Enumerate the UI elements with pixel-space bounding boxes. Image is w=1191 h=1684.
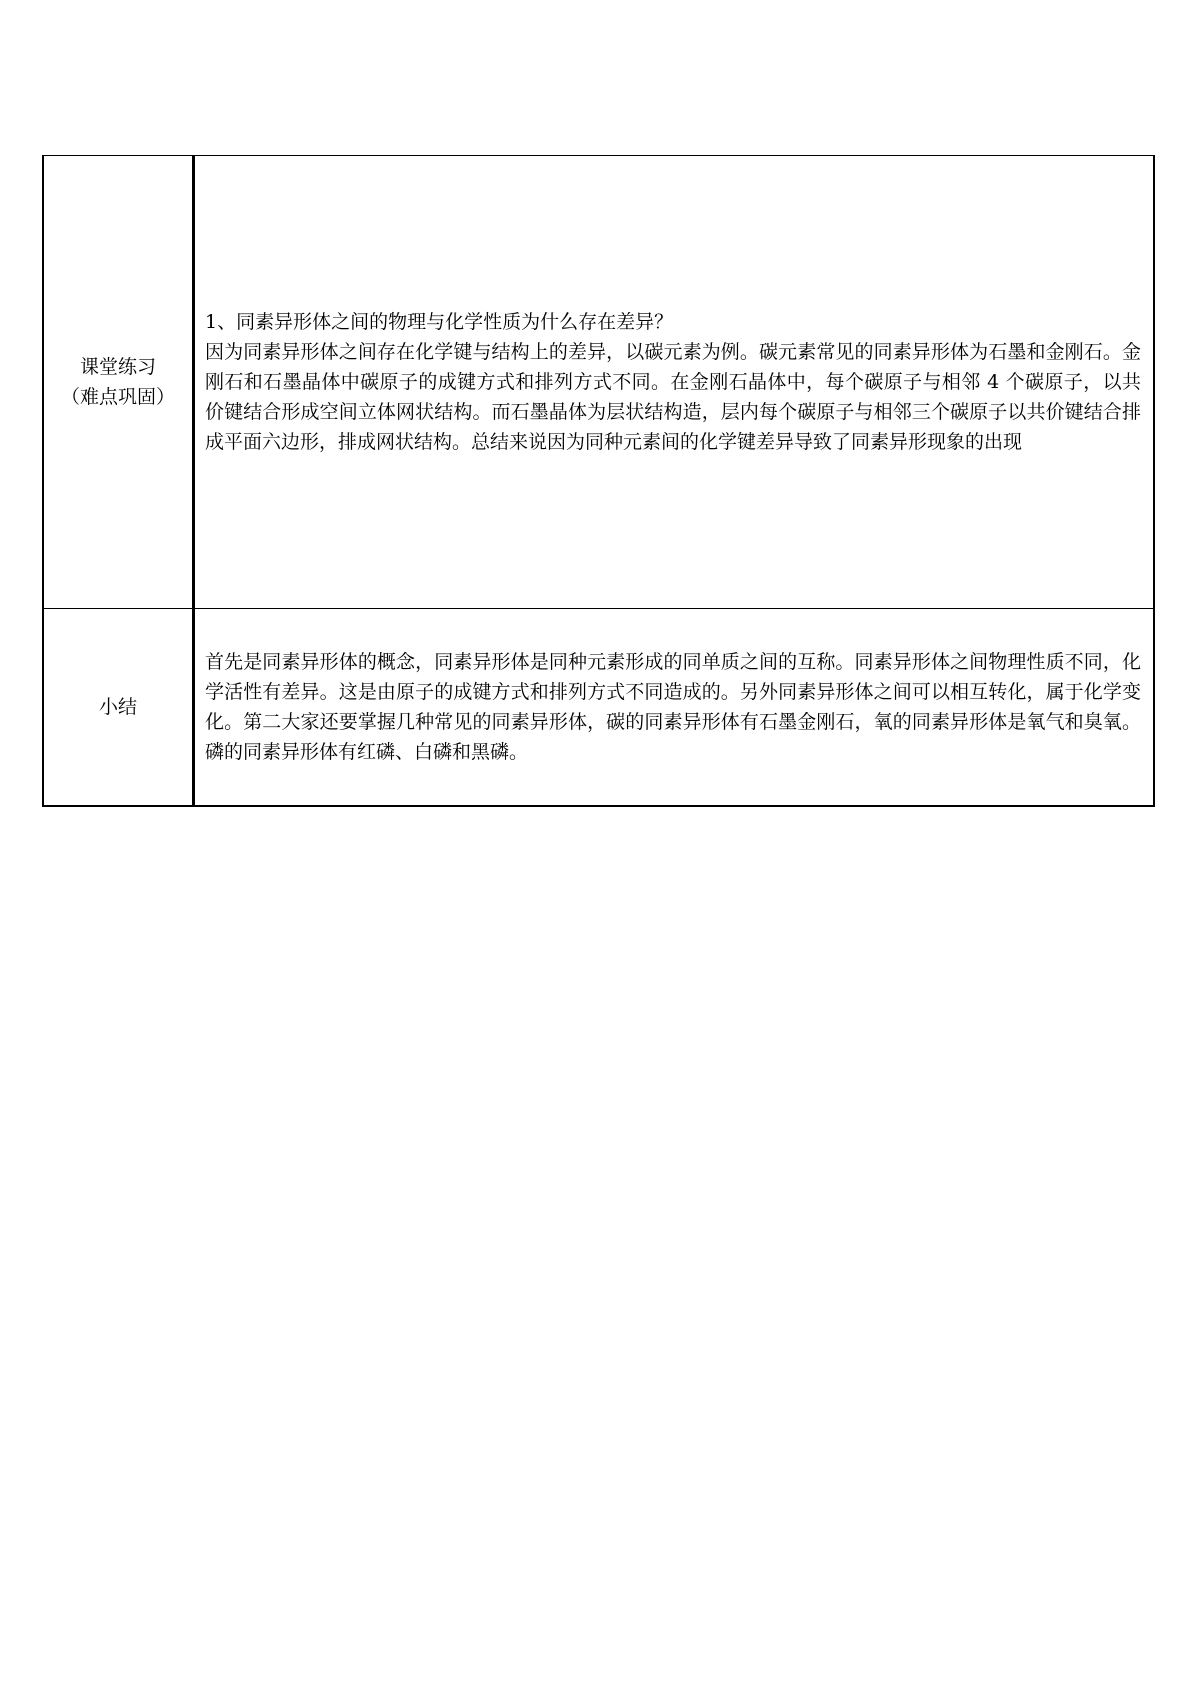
row-content-practice [194,156,1155,609]
row-label-summary [43,609,194,806]
row-label-line: 小结 [98,695,137,718]
table-row-summary [43,609,1154,806]
row-label-line: 课堂练习 [79,356,156,378]
lesson-plan-table [42,155,1155,807]
answer-text: 因为同素异形体之间存在化学键与结构上的差异，以碳元素为例。碳元素常见的同素异形体为石墨和金刚石。金刚石和石墨晶体中碳原子的成键方式和排列方式不同。在金刚石晶体中，每个碳原子与相邻 4 个碳原子，以共价键结合形成空间立体网状结构。而石墨晶体为层状结构造，层内每个碳原子与相邻三个碳原子以共价键结合排成平面六边形，排成网状结构。总结来说因为同种元素间的化学键差异导致了同素异形现象的出现 [205,341,1141,453]
table-row-practice [43,156,1154,609]
question-text: 1、同素异形体之间的物理与化学性质为什么存在差异？ [205,311,674,333]
row-label-line: （难点巩固） [60,386,175,408]
row-content-summary [194,609,1155,806]
summary-text: 首先是同素异形体的概念，同素异形体是同种元素形成的同单质之间的互称。同素异形体之间物理性质不同，化学活性有差异。这是由原子的成键方式和排列方式不同造成的。另外同素异形体之间可以相互转化，属于化学变化。第二大家还要掌握几种常见的同素异形体，碳的同素异形体有石墨金刚石，氧的同素异形体是氧气和臭氧。磷的同素异形体有红磷、白磷和黑磷。 [205,650,1141,763]
row-label-practice [43,156,194,609]
